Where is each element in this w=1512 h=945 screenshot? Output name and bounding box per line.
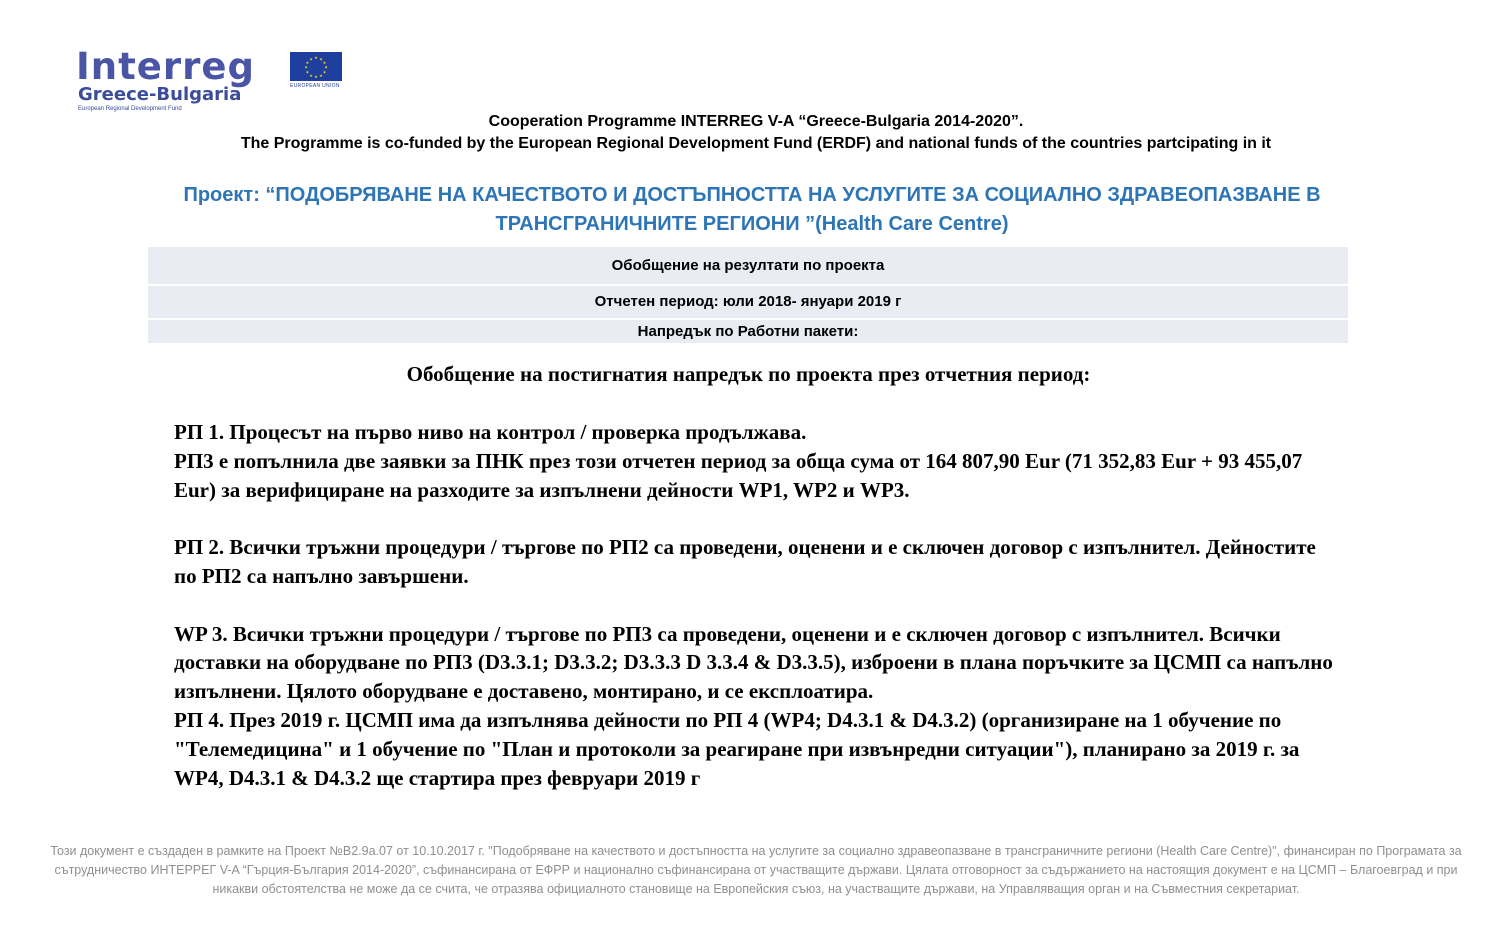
svg-text:★: ★ bbox=[322, 59, 327, 65]
logo-region: Greece-Bulgaria bbox=[78, 84, 242, 105]
programme-line-2: The Programme is co-funded by the European Regional Development Fund (ERDF) and national funds of the countries partcipating in it bbox=[240, 135, 1272, 152]
svg-text:★: ★ bbox=[319, 72, 323, 78]
table-row-period: Отчетен период: юли 2018- януари 2019 г bbox=[148, 286, 1348, 320]
programme-line-1: Cooperation Programme INTERREG V-A “Greece-Bulgaria 2014-2020”. bbox=[488, 113, 1024, 130]
svg-text:★: ★ bbox=[305, 69, 310, 75]
svg-text:★: ★ bbox=[314, 74, 318, 79]
svg-text:★: ★ bbox=[309, 72, 313, 78]
svg-text:★: ★ bbox=[309, 56, 313, 62]
wp1-claims-paragraph: РП3 е попълнила две заявки за ПНК през този отчетен период за обща сума от 164 807,90 Eur (71 352,83 Eur + 93 455,07 Eur) за верифициране на разходите за изпълнени дейности WP1, WP2 и WP3. bbox=[174, 448, 1303, 502]
svg-text:★: ★ bbox=[319, 56, 323, 62]
svg-text:★: ★ bbox=[314, 55, 318, 60]
summary-heading: Обобщение на постигнатия напредък по проекта през отчетния период: bbox=[406, 362, 1091, 386]
table-row-progress: Напредък по Работни пакети: bbox=[148, 320, 1348, 345]
paragraph-gap bbox=[174, 591, 1334, 620]
eu-stars-icon bbox=[290, 52, 342, 81]
wp1-paragraph: РП 1. Процесът на първо ниво на контрол / проверка продължава. bbox=[174, 420, 807, 444]
logo-wordmark: Interreg bbox=[76, 45, 255, 88]
svg-text:★: ★ bbox=[324, 64, 328, 70]
eu-label: EUROPEAN UNION bbox=[290, 83, 340, 89]
svg-text:★: ★ bbox=[322, 69, 327, 75]
wp4-paragraph: РП 4. През 2019 г. ЦСМП има да изпълнява дейности по РП 4 (WP4; D4.3.1 & D4.3.2) (организиране на 1 обучение по "Телемедицина" и 1 обучение по "План и протоколи за реагиране при извънредни ситуации"), планирано за 2019 г. за WP4, D4.3.1 & D4.3.2 ще стартира през февруари 2019 г bbox=[174, 707, 1300, 790]
svg-text:★: ★ bbox=[305, 59, 310, 65]
progress-body bbox=[174, 418, 1334, 792]
paragraph-gap bbox=[174, 504, 1334, 533]
interreg-logo bbox=[76, 45, 356, 118]
eu-flag-icon bbox=[290, 52, 342, 81]
summary-table bbox=[148, 247, 1348, 345]
wp2-paragraph: РП 2. Всички тръжни процедури / търгове по РП2 са проведени, оценени и е сключен договор с изпълнител. Дейностите по РП2 са напълно завършени. bbox=[174, 535, 1316, 588]
disclaimer-footer: Този документ е създаден в рамките на Проект №B2.9a.07 от 10.10.2017 г. "Подобряване на качеството и достъпността на услугите за социално здравеопазване в трансграничните региони (Health Care Centre)", финансиран по Програмата за сътрудничество ИНТЕРРЕГ V-A “Гърция-България 2014-2020”, съфинансирана от ЕФРР и национално съфинансирана от участващите държави. Цялата отговорност за съдържанието на настоящия документ е на ЦСМП – Благоевград и при никакви обстоятелства не може да се счита, че отразява официалното становище на Европейския съюз, на участващите държави, на Управляващия орган и на Съвместния секретариат. bbox=[50, 844, 1462, 896]
table-row-results: Обобщение на резултати по проекта bbox=[148, 247, 1348, 286]
logo-fund: European Regional Development Fund bbox=[78, 106, 182, 112]
svg-text:★: ★ bbox=[304, 64, 308, 70]
wp3-paragraph: WP 3. Всички тръжни процедури / търгове по РП3 са проведени, оценени и е сключен договор с изпълнител. Всички доставки на оборудване по РП3 (D3.3.1; D3.3.2; D3.3.3 D 3.3.4 & D3.3.5), изброени в плана поръчките за ЦСМП са напълно изпълнени. Цялото оборудване е доставено, монтирано, и се експлоатира. bbox=[174, 621, 1333, 704]
project-title: Проект: “ПОДОБРЯВАНЕ НА КАЧЕСТВОТО И ДОСТЪПНОСТТА НА УСЛУГИТЕ ЗА СОЦИАЛНО ЗДРАВЕОПАЗВАНЕ В ТРАНСГРАНИЧНИТЕ РЕГИОНИ ”(Health Care Centre) bbox=[183, 184, 1321, 235]
